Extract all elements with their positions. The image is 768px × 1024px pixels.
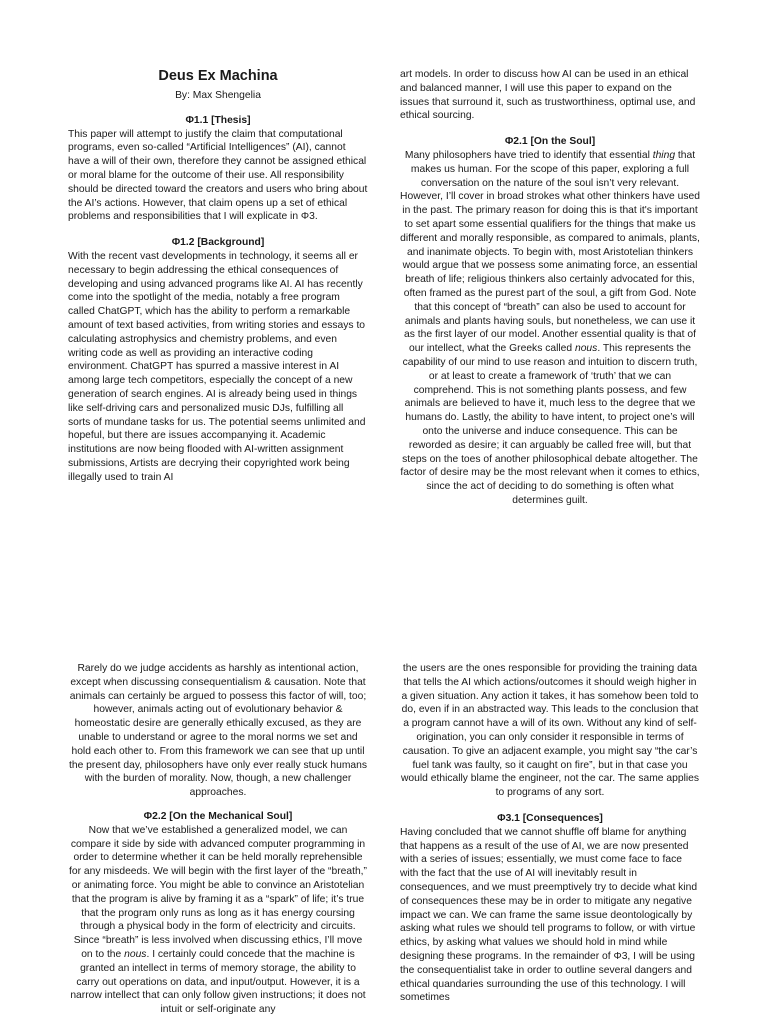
mech-text-a: Now that we’ve established a generalized model, we can compare it side by side with advanced computer programming in order to determine whether it can be held morally reprehensible for any misdeeds. We will begin with the first layer of the “breath,” or animating force. You might be able to convince an Aristotelian that the program is alive by framing it as a “spark” of life; it’s true that the program only runs as long as it has energy coursing through a physical body in the form of electricity and circuits. Since “breath” is less involved when discussing ethics, I’ll move on to the — [69, 824, 367, 960]
page2-left-column — [68, 662, 368, 1017]
section-heading-thesis: Φ1.1 [Thesis] — [185, 114, 251, 126]
document-page-2 — [0, 640, 768, 1024]
users-responsible-paragraph: the users are the ones responsible for providing the training data that tells the AI which actions/outcomes it should weigh higher in a given situation. Any action it takes, it has somehow been told to do, even if in an abstracted way. This leads to the conclusion that a program cannot have a will of its own. Without any kind of self-origination, you can only consider it responsible in terms of causation. To give an adjacent example, you might say “the car’s fuel tank was faulty, so it caught on fire”, but in that case you would ethically blame the engineer, not the car. The same applies to programs of any sort. — [400, 663, 700, 799]
byline: By: Max Shengelia — [175, 90, 261, 101]
accidents-paragraph: Rarely do we judge accidents as harshly as intentional action, except when discussing consequentialism & causation. Note that animals can certainly be argued to possess this factor of will, too; however, animals acting out of evolutionary behavior & homeostatic desire are generally ethically excused, as they are unable to understand or agree to the moral norms we set and hold each other to. From this framework we can see that up until the present day, philosophers have only ever really stuck humans with the burden of morality. Now, though, a new challenger approaches. — [68, 663, 367, 799]
section-heading-soul: Φ2.1 [On the Soul] — [504, 136, 596, 148]
page1-left-column — [68, 68, 368, 485]
soul-paragraph — [400, 149, 700, 508]
page-title: Deus Ex Machina — [158, 68, 278, 84]
soul-text-a: Many philosophers have tried to identify that essential — [404, 149, 653, 161]
section-heading-consequences: Φ3.1 [Consequences] — [497, 812, 603, 824]
soul-emphasis-thing: thing — [652, 149, 676, 161]
soul-emphasis-nous: nous — [574, 343, 598, 355]
mechanical-soul-paragraph — [68, 824, 368, 1017]
background-paragraph: With the recent vast developments in technology, it seems all er necessary to begin addressing the ethical consequences of developing and using advanced programs like AI. AI has recently come into the spotlight of the media, notably a free program called ChatGPT, which has the ability to perform a remarkable amount of text based activities, from writing stories and essays to calculating astrophysics and chemistry problems, and even writing code as well as providing an interactive coding environment. ChatGPT has spurred a massive interest in AI among large tech competitors, especially the concept of a new generation of search engines. AI is already being used in things like self-driving cars and personalized music DJs, fulfilling all sorts of mundane tasks for us. The potential seems unlimited and hopeful, but there are issues accompanying it. Academic institutions are now being flooded with AI-written assignment submissions, Artists are decrying their copyrighted work being illegally used to train AI — [68, 250, 366, 483]
mech-emphasis-nous: nous — [124, 948, 147, 960]
page2-right-column — [400, 662, 700, 1005]
thesis-paragraph: This paper will attempt to justify the claim that computational programs, even so-called “Artificial Intelligences” (AI), cannot have a will of their own, therefore they cannot be assigned ethical or moral blame for the outcome of their use. All responsibility should be directed toward the creators and users who bring about the AI’s actions. However, that claim opens up a set of ethical problems and responsibilities that I will explicate in Φ3. — [68, 128, 368, 223]
section-heading-background: Φ1.2 [Background] — [171, 237, 265, 249]
mech-text-b: . I certainly could concede that the machine is granted an intellect in terms of memory storage, the ability to carry out operations on data, and input/output. However, it is a narrow intellect that can only follow given instructions; it does not intuit or self-originate any — [70, 948, 366, 1016]
section-heading-mechanical-soul: Φ2.2 [On the Mechanical Soul] — [143, 810, 293, 822]
soul-text-c: . This represents the capability of our mind to use reason and intuition to discern truth, or at least to create a framework of ‘truth’ that we can comprehend. This is not something plants possess, and few animals are believed to have it, much less to the degree that we humans do. Lastly, the ability to have intent, to project one’s will onto the universe and induce consequence. This can be reworded as desire; it can arguably be called free will, but that steps on the toes of another philosophical debate altogether. The factor of desire may be the most relevant when it comes to ethics, since the act of deciding to do something is often what determines guilt. — [400, 343, 700, 506]
art-models-paragraph: art models. In order to discuss how AI can be used in an ethical and balanced manner, I will use this paper to expand on the issues that surround it, such as trustworthiness, optimal use, and ethical sourcing. — [400, 69, 696, 122]
consequences-paragraph: Having concluded that we cannot shuffle off blame for anything that happens as a result of the use of AI, we are now presented with a series of issues; essentially, we must come face to face with the fact that the use of AI will inevitably result in consequences, and we must preemptively try to decide what kind of consequences these may be in order to mitigate any negative impact we can. We can frame the same issue deontologically by asking what rules we should tell programs to follow, or with virtue ethics, by asking what values we should hold in mind while designing these programs. In the remainder of Φ3, I will be using the consequentialist take in order to outline several dangers and ethical quandaries surrounding the use of this technology. I will sometimes — [400, 826, 698, 1004]
page1-right-column — [400, 68, 700, 508]
soul-text-b: that makes us human. For the scope of this paper, exploring a full conversation on the nature of the soul isn’t very relevant. However, I’ll cover in broad strokes what other thinkers have used in the past. The primary reason for doing this is that it's important to set apart some essential qualifiers for the things that make us different and morally responsible, as compared to animals, plants, and inanimate objects. To begin with, most Aristotelian thinkers would argue that we possess some animating force, an essential breath of life; religious thinkers also certainly advocated for this, often framed as the purest part of the soul, a gift from God. Note that this concept of “breath” can also be used to account for animals and plants having souls, but nonetheless, we can use it as the first layer of our model. Another essential quality is that of our intellect, what the Greeks called — [400, 149, 700, 355]
